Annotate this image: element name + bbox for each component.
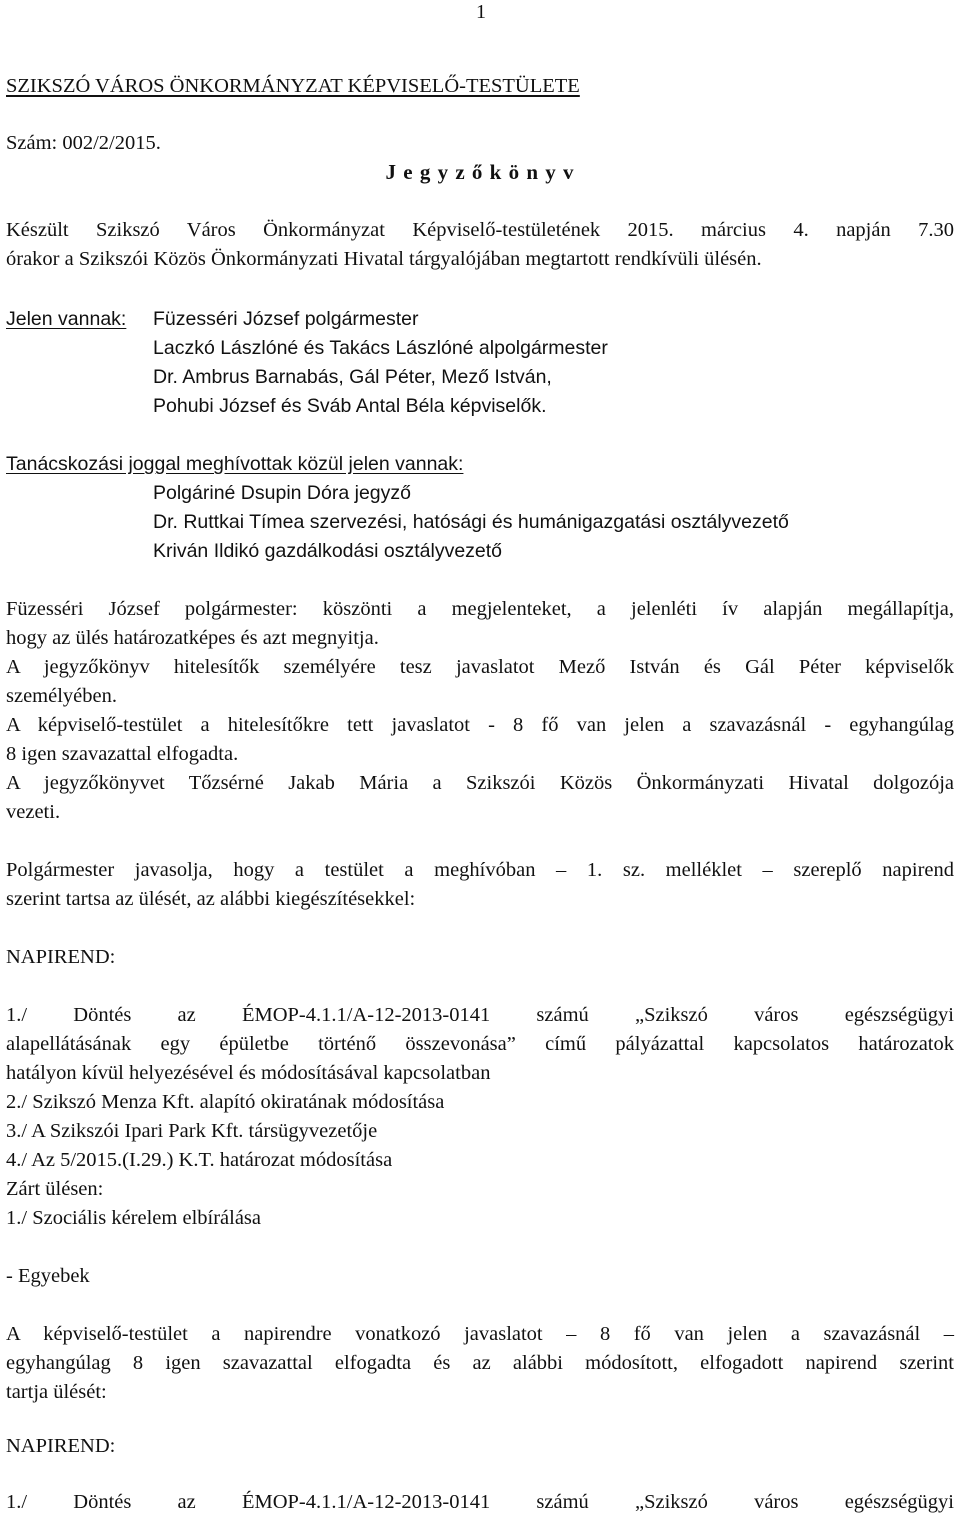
- agenda-item: - Egyebek: [6, 1265, 90, 1287]
- document-header: SZIKSZÓ VÁROS ÖNKORMÁNYZAT KÉPVISELŐ-TESTÜLETE: [6, 75, 580, 97]
- agenda-item: 1./ Szociális kérelem elbírálása: [6, 1207, 262, 1229]
- agenda-item: 3./ A Szikszói Ipari Park Kft. társügyvezetője: [6, 1120, 378, 1142]
- advisory-line: Dr. Ruttkai Tímea szervezési, hatósági és humánigazgatási osztályvezető: [153, 511, 789, 533]
- document-title: J e g y z ő k ö n y v: [385, 160, 575, 184]
- advisory-label: Tanácskozási joggal meghívottak közül jelen vannak:: [6, 453, 464, 475]
- body-line: Polgármester javasolja, hogy a testület a meghívóban – 1. sz. melléklet – szereplő napirend: [6, 859, 954, 881]
- body-line: tartja ülését:: [6, 1381, 107, 1403]
- agenda-item: 1./ Döntés az ÉMOP-4.1.1/A-12-2013-0141 számú „Szikszó város egészségügyi: [6, 1004, 954, 1026]
- agenda-item: alapellátásának egy épületbe történő összevonása” című pályázattal kapcsolatos határozatok: [6, 1033, 954, 1055]
- agenda-item: 1./ Döntés az ÉMOP-4.1.1/A-12-2013-0141 számú „Szikszó város egészségügyi: [6, 1491, 954, 1513]
- agenda-heading: NAPIREND:: [6, 946, 116, 968]
- present-label: Jelen vannak:: [6, 308, 127, 330]
- agenda-item: Zárt ülésen:: [6, 1178, 104, 1200]
- agenda-heading: NAPIREND:: [6, 1435, 116, 1457]
- body-line: A jegyzőkönyvet Tőzsérné Jakab Mária a Szikszói Közös Önkormányzati Hivatal dolgozója: [6, 772, 954, 794]
- present-line: Laczkó Lászlóné és Takács Lászlóné alpolgármester: [153, 337, 608, 359]
- agenda-item: 2./ Szikszó Menza Kft. alapító okiratának módosítása: [6, 1091, 445, 1113]
- body-line: személyében.: [6, 685, 117, 707]
- document-number: Szám: 002/2/2015.: [6, 132, 161, 154]
- present-line: Füzesséri József polgármester: [153, 308, 419, 330]
- body-line: A képviselő-testület a hitelesítőkre tett javaslatot - 8 fő van jelen a szavazásnál - egyhangúlag: [6, 714, 954, 736]
- body-line: vezeti.: [6, 801, 61, 823]
- intro-line: Készült Szikszó Város Önkormányzat Képviselő-testületének 2015. március 4. napján 7.30: [6, 219, 954, 241]
- body-line: hogy az ülés határozatképes és azt megnyitja.: [6, 627, 379, 649]
- page-number: 1: [476, 1, 486, 23]
- body-line: A képviselő-testület a napirendre vonatkozó javaslatot – 8 fő van jelen a szavazásnál –: [6, 1323, 954, 1345]
- intro-line: órakor a Szikszói Közös Önkormányzati Hivatal tárgyalójában megtartott rendkívüli ülésén.: [6, 248, 762, 270]
- advisory-line: Polgáriné Dsupin Dóra jegyző: [153, 482, 411, 504]
- body-line: 8 igen szavazattal elfogadta.: [6, 743, 239, 765]
- agenda-item: hatályon kívül helyezésével és módosításával kapcsolatban: [6, 1062, 491, 1084]
- advisory-line: Kriván Ildikó gazdálkodási osztályvezető: [153, 540, 503, 562]
- present-line: Dr. Ambrus Barnabás, Gál Péter, Mező István,: [153, 366, 552, 388]
- agenda-item: 4./ Az 5/2015.(I.29.) K.T. határozat módosítása: [6, 1149, 393, 1171]
- present-line: Pohubi József és Sváb Antal Béla képviselők.: [153, 395, 547, 417]
- body-line: Füzesséri József polgármester: köszönti a megjelenteket, a jelenléti ív alapján megállapítja,: [6, 598, 954, 620]
- body-line: egyhangúlag 8 igen szavazattal elfogadta és az alábbi módosított, elfogadott napirend szerint: [6, 1352, 954, 1374]
- body-line: A jegyzőkönyv hitelesítők személyére tesz javaslatot Mező István és Gál Péter képviselők: [6, 656, 954, 678]
- body-line: szerint tartsa az ülését, az alábbi kiegészítésekkel:: [6, 888, 416, 910]
